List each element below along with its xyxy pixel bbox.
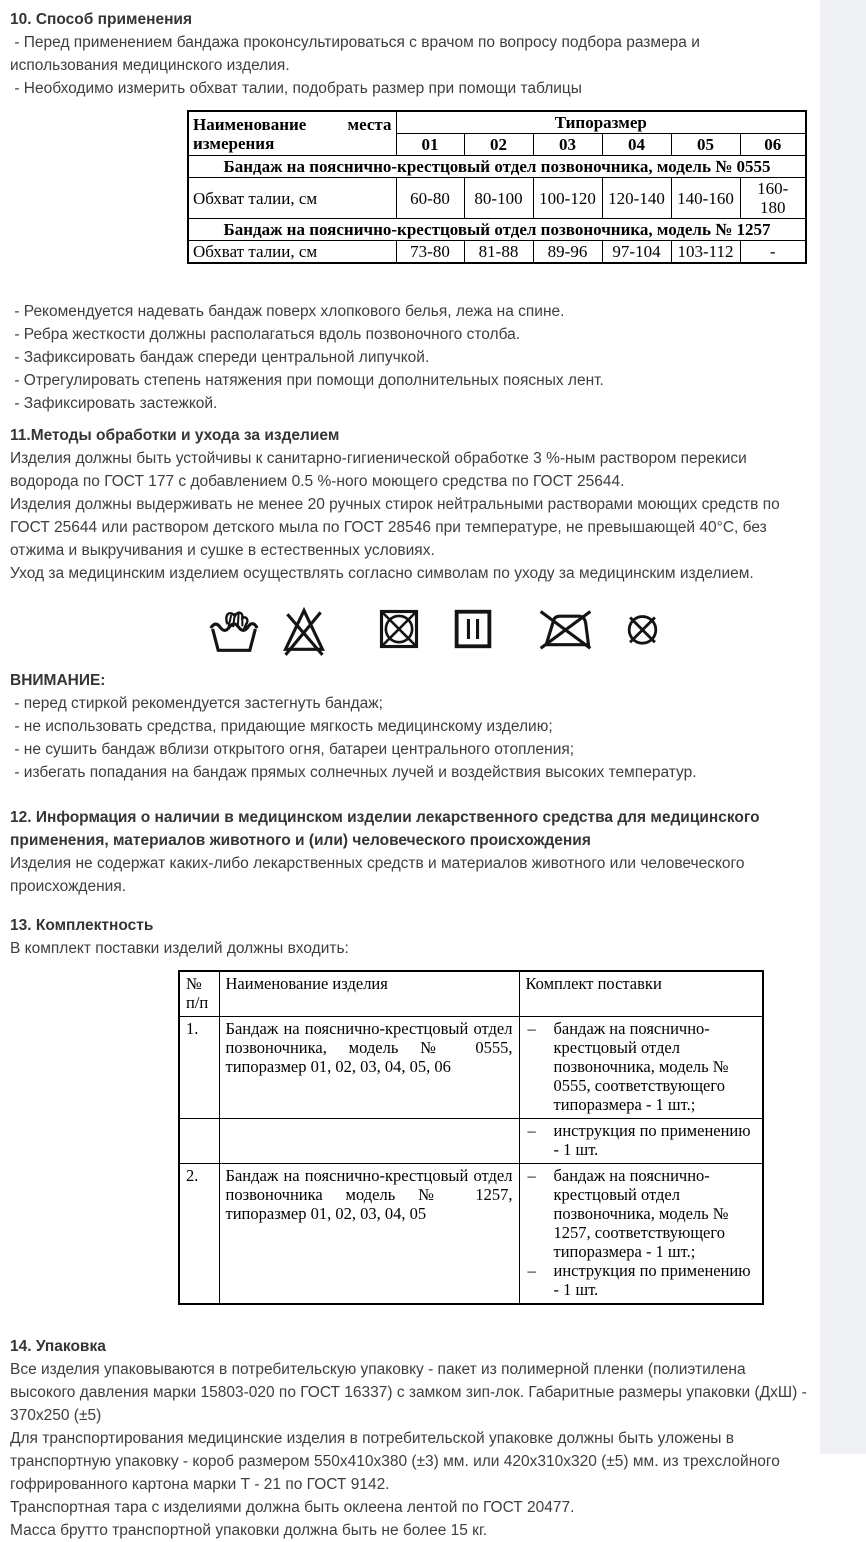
row-label: Обхват талии, см xyxy=(188,178,396,219)
kit-list-item: – инструкция по применению - 1 шт. xyxy=(527,1261,751,1299)
dash-marker: – xyxy=(527,1019,536,1038)
kit-table-row xyxy=(179,1119,763,1164)
do-not-bleach-icon xyxy=(280,601,328,657)
dash-marker: – xyxy=(527,1166,536,1185)
do-not-tumble-dry-icon xyxy=(378,608,420,650)
laundry-care-symbols xyxy=(208,599,808,659)
size-cell: 06 xyxy=(740,134,806,156)
kit-table-row xyxy=(179,1164,763,1305)
kit-row-kit xyxy=(519,1164,763,1305)
value-cell: 73-80 xyxy=(396,241,464,264)
kit-table-row xyxy=(179,1017,763,1119)
care-paragraph: Изделия должны быть устойчивы к санитарно-гигиенической обработке 3 %-ным раствором перекиси водорода по ГОСТ 177 с добавлением 0.5 %-ного моющего средства по ГОСТ 25644. xyxy=(10,450,747,490)
size-cell: 01 xyxy=(396,134,464,156)
kit-row-name: Бандаж на пояснично-крестцовый отдел позвоночника модель № 1257, типоразмер 01, 02, 03, 04, 05 xyxy=(219,1164,519,1305)
section-13-title: 13. Комплектность xyxy=(10,917,154,934)
do-not-dry-clean-icon xyxy=(623,608,662,650)
value-cell: 103-112 xyxy=(671,241,740,264)
size-cell: 04 xyxy=(602,134,671,156)
attention-title: ВНИМАНИЕ: xyxy=(10,672,106,689)
value-cell: 120-140 xyxy=(602,178,671,219)
attention-item: - перед стиркой рекомендуется застегнуть бандаж; xyxy=(10,695,383,712)
packaging-paragraph: Транспортная тара с изделиями должна быть оклеена лентой по ГОСТ 20477. xyxy=(10,1499,575,1516)
section-12-title: 12. Информация о наличии в медицинском изделии лекарственного средства для медицинского применения, материалов животного и (или) человеческого происхождения xyxy=(10,809,760,849)
size-cell: 02 xyxy=(464,134,533,156)
size-table-model1-values-row xyxy=(188,178,806,219)
page-right-gutter xyxy=(820,0,866,1454)
attention-item: - не использовать средства, придающие мягкость медицинскому изделию; xyxy=(10,718,553,735)
usage-instruction: - Зафиксировать застежкой. xyxy=(10,395,218,412)
kit-row-name xyxy=(219,1119,519,1164)
section-14-title: 14. Упаковка xyxy=(10,1338,106,1355)
care-paragraph: Изделия должны выдерживать не менее 20 ручных стирок нейтральными растворами моющих средств по ГОСТ 25644 или раствором детского мыла по ГОСТ 28546 при температуре, не превышающей 40°С, без отжима и выкручивания и сушке в естественных условиях. xyxy=(10,496,780,559)
kit-table-header-row xyxy=(179,971,763,1017)
value-cell: 97-104 xyxy=(602,241,671,264)
size-cell: 05 xyxy=(671,134,740,156)
kit-list-item: – инструкция по применению - 1 шт. xyxy=(527,1121,751,1159)
kit-row-kit xyxy=(519,1017,763,1119)
value-cell: 100-120 xyxy=(533,178,602,219)
dash-marker: – xyxy=(527,1261,536,1280)
kit-table xyxy=(178,970,764,1305)
kit-row-num: 1. xyxy=(179,1017,219,1119)
kit-row-kit xyxy=(519,1119,763,1164)
kit-row-name: Бандаж на пояснично-крестцовый отдел позвоночника, модель № 0555, типоразмер 01, 02, 03, 04, 05, 06 xyxy=(219,1017,519,1119)
size-cell: 03 xyxy=(533,134,602,156)
row-label: Обхват талии, см xyxy=(188,241,396,264)
value-cell: 81-88 xyxy=(464,241,533,264)
value-cell: 80-100 xyxy=(464,178,533,219)
section-10-title: 10. Способ применения xyxy=(10,11,193,28)
section-12-paragraph: Изделия не содержат каких-либо лекарственных средств и материалов животного или человеческого происхождения. xyxy=(10,855,745,895)
packaging-paragraph: Все изделия упаковываются в потребительскую упаковку - пакет из полимерной пленки (полиэтилена высокого давления марки 15803-020 по ГОСТ 16337) с замком зип-лок. Габаритные размеры упаковки (ДхШ) - 370х250 (±5) xyxy=(10,1361,807,1424)
value-cell: 140-160 xyxy=(671,178,740,219)
size-table-measure-header: Наименование места измерения xyxy=(188,111,396,156)
kit-row-num xyxy=(179,1119,219,1164)
dash-marker: – xyxy=(527,1121,536,1140)
section-13-intro: В комплект поставки изделий должны входить: xyxy=(10,940,349,957)
drip-dry-icon xyxy=(453,608,493,650)
usage-instruction: - Отрегулировать степень натяжения при помощи дополнительных поясных лент. xyxy=(10,372,604,389)
section-10-intro-line: - Необходимо измерить обхват талии, подобрать размер при помощи таблицы xyxy=(10,80,582,97)
section-10-intro-line: - Перед применением бандажа проконсультироваться с врачом по вопросу подбора размера и использования медицинского изделия. xyxy=(10,34,705,74)
value-cell: 60-80 xyxy=(396,178,464,219)
usage-instructions-list xyxy=(10,300,808,415)
usage-instruction: - Зафиксировать бандаж спереди центральной липучкой. xyxy=(10,349,430,366)
hand-wash-icon xyxy=(208,600,260,658)
attention-item: - избегать попадания на бандаж прямых солнечных лучей и воздействия высоких температур. xyxy=(10,764,697,781)
care-paragraph: Уход за медицинским изделием осуществлять согласно символам по уходу за медицинским изделием. xyxy=(10,565,754,582)
value-cell: - xyxy=(740,241,806,264)
size-table-model1-caption: Бандаж на пояснично-крестцовый отдел позвоночника, модель № 0555 xyxy=(188,156,806,178)
packaging-paragraph: Масса брутто транспортной упаковки должна быть не более 15 кг. xyxy=(10,1522,488,1539)
kit-row-num: 2. xyxy=(179,1164,219,1305)
section-11-title: 11.Методы обработки и ухода за изделием xyxy=(10,427,340,444)
kit-header-kit: Комплект поставки xyxy=(519,971,763,1017)
value-cell: 160-180 xyxy=(740,178,806,219)
packaging-paragraph: Для транспортирования медицинские изделия в потребительской упаковке должны быть уложены в транспортную упаковку - короб размером 550х410х380 (±3) мм. или 420х310х320 (±5) мм. из трехслойного гофрированного картона марки Т - 21 по ГОСТ 9142. xyxy=(10,1430,780,1493)
kit-list-item: – бандаж на пояснично-крестцовый отдел позвоночника, модель № 0555, соответствующего типоразмера - 1 шт.; xyxy=(527,1019,729,1114)
usage-instruction: - Ребра жесткости должны располагаться вдоль позвоночного столба. xyxy=(10,326,521,343)
usage-instruction: - Рекомендуется надевать бандаж поверх хлопкового белья, лежа на спине. xyxy=(10,303,565,320)
size-table-group-header: Типоразмер xyxy=(396,111,806,134)
attention-item: - не сушить бандаж вблизи открытого огня, батареи центрального отопления; xyxy=(10,741,575,758)
size-table-model2-caption: Бандаж на пояснично-крестцовый отдел позвоночника, модель № 1257 xyxy=(188,219,806,241)
kit-list-item: – бандаж на пояснично-крестцовый отдел позвоночника, модель № 1257, соответствующего типоразмера - 1 шт.; xyxy=(527,1166,729,1261)
kit-header-num: № п/п xyxy=(179,971,219,1017)
kit-header-name: Наименование изделия xyxy=(219,971,519,1017)
size-table xyxy=(187,110,807,264)
do-not-iron-icon xyxy=(537,606,594,652)
size-table-model2-values-row xyxy=(188,241,806,264)
value-cell: 89-96 xyxy=(533,241,602,264)
